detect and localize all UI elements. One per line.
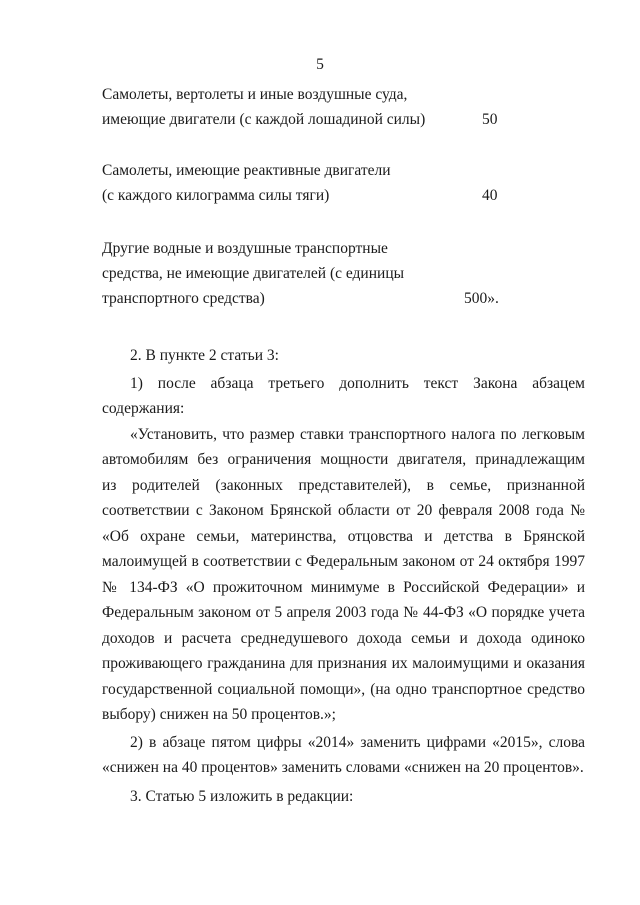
rate-label-line [102, 107, 522, 132]
rate-entry-jet-aircraft [102, 158, 522, 208]
rate-value: 500». [464, 290, 499, 307]
rate-label-line: средства, не имеющие двигателей (с единицы [102, 265, 405, 282]
sub-item-2-line: 2) в абзаце пятом цифры «2014» заменить цифрами «2015», слова [130, 733, 585, 751]
amendment-text [102, 343, 585, 809]
quote-line: соответствии с Законом Брянской области от 20 февраля 2008 года № [102, 502, 585, 519]
quote-line: «Об охране семьи, материнства, отцовства и детства в Брянской [102, 527, 585, 545]
sub-item-1-line: содержания: [102, 400, 185, 417]
rate-entry-other-vehicles [102, 236, 522, 311]
rate-label-text: имеющие двигатели (с каждой лошадиной силы) [102, 111, 426, 128]
quote-line: малоимущей в соответствии с Федеральным законом от 24 октября 1997 [102, 553, 585, 570]
rate-entry-aircraft [102, 82, 522, 132]
item-2-heading: 2. В пункте 2 статьи 3: [130, 347, 279, 364]
sub-item-2-line: «снижен на 40 процентов» заменить словами «снижен на 20 процентов». [102, 759, 584, 776]
rate-label-text: (с каждого килограмма силы тяги) [102, 187, 330, 204]
sub-item-1-line: 1) после абзаца третьего дополнить текст Закона абзацем [130, 374, 585, 392]
rate-label-text: транспортного средства) [102, 290, 265, 307]
rate-value: 50 [482, 111, 498, 128]
quote-line: проживающего гражданина для признания их малоимущими и оказания [102, 655, 585, 672]
rate-label-line: Другие водные и воздушные транспортные [102, 240, 388, 257]
rate-label-line [102, 183, 522, 208]
quote-line: № 134-ФЗ «О прожиточном минимуме в Российской Федерации» и [102, 578, 585, 596]
rate-label-line: Самолеты, имеющие реактивные двигатели [102, 162, 391, 179]
rate-label-line: Самолеты, вертолеты и иные воздушные суда, [102, 86, 408, 103]
rate-value: 40 [482, 187, 498, 204]
quote-line: Федеральным законом от 5 апреля 2003 года № 44-ФЗ «О порядке учета [102, 604, 585, 621]
quote-line: выбору) снижен на 50 процентов.»; [102, 706, 336, 723]
quote-line: государственной социальной помощи», (на одно транспортное средство [102, 680, 585, 698]
quote-line: доходов и расчета среднедушевого дохода семьи и дохода одиноко [102, 629, 585, 647]
quote-line: «Установить, что размер ставки транспортного налога по легковым [130, 425, 585, 443]
quote-line: из родителей (законных представителей), в семье, признанной [102, 476, 585, 494]
page-number: 5 [316, 56, 324, 73]
item-3-text: 3. Статью 5 изложить в редакции: [130, 787, 354, 805]
quote-line: автомобилям без ограничения мощности двигателя, принадлежащим [102, 451, 585, 468]
rate-label-line [102, 286, 522, 311]
